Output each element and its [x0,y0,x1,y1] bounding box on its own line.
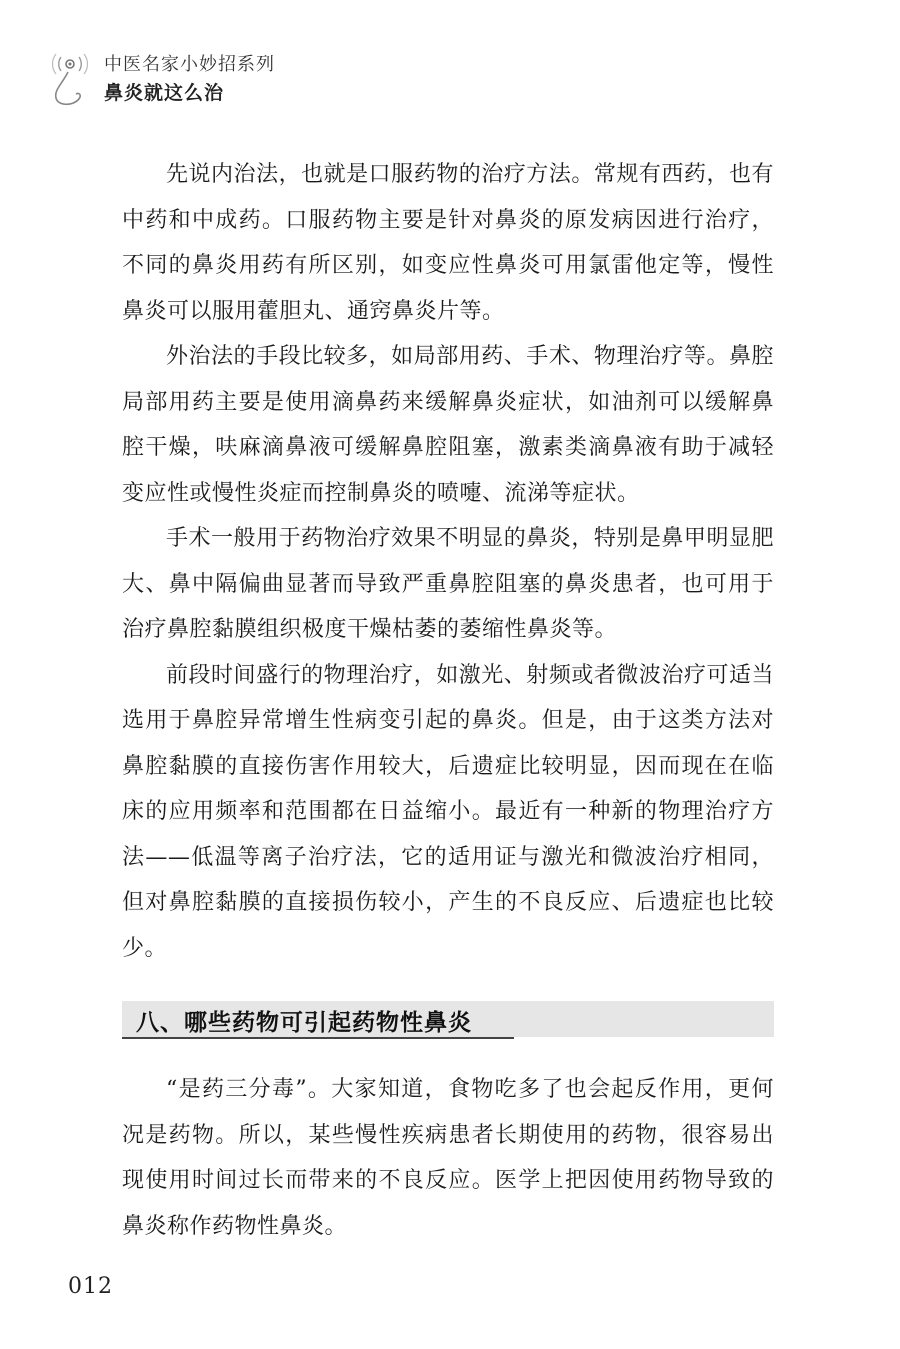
book-title: 鼻炎就这么治 [104,82,225,104]
paragraph-external-treatment: 外治法的手段比较多，如局部用药、手术、物理治疗等。鼻腔局部用药主要是使用滴鼻药来缓解鼻炎症状，如油剂可以缓解鼻腔干燥，呋麻滴鼻液可缓解鼻腔阻塞，激素类滴鼻液有助于减轻变应性或慢性炎症而控制鼻炎的喷嚏、流涕等症状。 [122,344,774,506]
paragraph-physical-therapy: 前段时间盛行的物理治疗，如激光、射频或者微波治疗可适当选用于鼻腔异常增生性病变引起的鼻炎。但是，由于这类方法对鼻腔黏膜的直接伤害作用较大，后遗症比较明显，因而现在在临床的应用频率和范围都在日益缩小。最近有一种新的物理治疗方法——低温等离子治疗法，它的适用证与激光和微波治疗相同，但对鼻腔黏膜的直接损伤较小，产生的不良反应、后遗症也比较少。 [122,662,774,961]
page-body [122,152,774,1249]
series-title: 中医名家小妙招系列 [104,54,275,75]
section-heading-underline [122,1037,514,1039]
page-number: 012 [68,1274,113,1299]
paragraph-internal-treatment: 先说内治法，也就是口服药物的治疗方法。常规有西药，也有中药和中成药。口服药物主要是针对鼻炎的原发病因进行治疗，不同的鼻炎用药有所区别，如变应性鼻炎可用氯雷他定等，慢性鼻炎可以服用藿胆丸、通窍鼻炎片等。 [122,162,774,324]
section-heading [122,1001,774,1047]
paragraph-surgery: 手术一般用于药物治疗效果不明显的鼻炎，特别是鼻甲明显肥大、鼻中隔偏曲显著而导致严重鼻腔阻塞的鼻炎患者，也可用于治疗鼻腔黏膜组织极度干燥枯萎的萎缩性鼻炎等。 [122,526,774,642]
section-heading-text: 八、哪些药物可引起药物性鼻炎 [136,1010,472,1036]
running-header [44,44,444,114]
nose-logo-icon [44,50,100,110]
paragraph-drug-induced-rhinitis: “是药三分毒”。大家知道，食物吃多了也会起反作用，更何况是药物。所以，某些慢性疾病患者长期使用的药物，很容易出现使用时间过长而带来的不良反应。医学上把因使用药物导致的鼻炎称作药物性鼻炎。 [122,1077,774,1239]
